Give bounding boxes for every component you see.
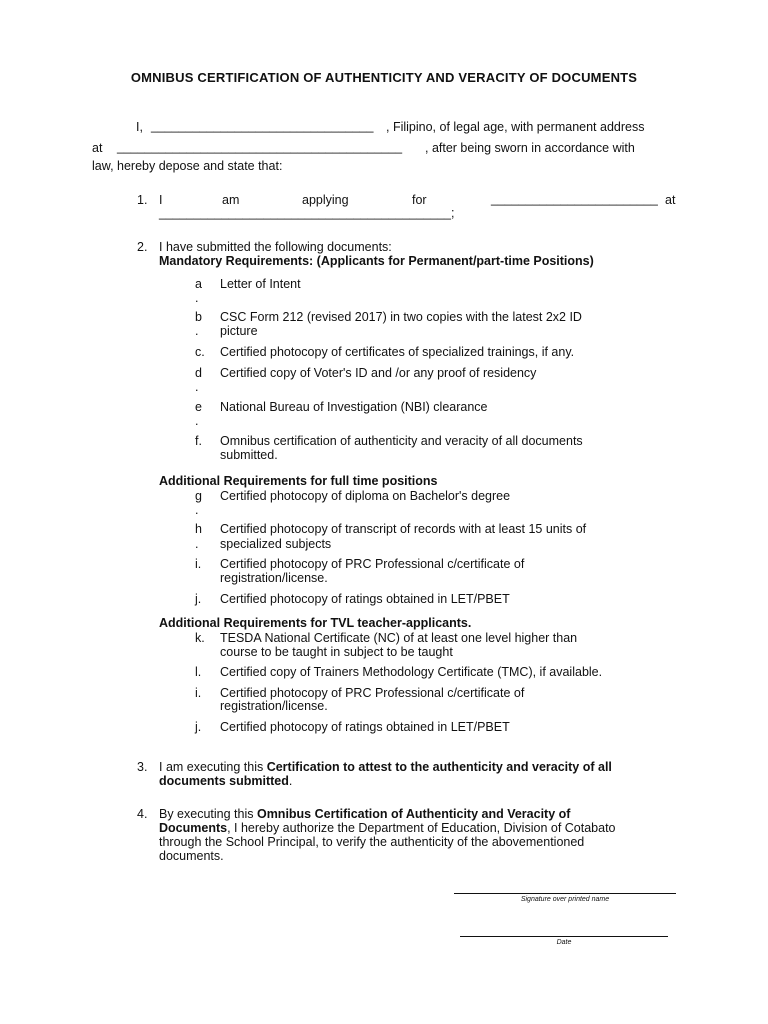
tvl-heading: Additional Requirements for TVL teacher-applicants. (159, 616, 472, 630)
date-caption: Date (556, 939, 572, 946)
list-item: Certified photocopy of ratings obtained in LET/PBET (220, 592, 510, 606)
item1-word: applying (302, 193, 349, 207)
name-blank[interactable]: ________________________________ (151, 119, 374, 133)
list-marker: j. (195, 592, 202, 606)
item3-bold-text: Certification to attest to the authenticity and veracity of all (266, 760, 612, 774)
item4-line2-rest: , I hereby authorize the Department of Education, Division of Cotabato (227, 821, 616, 835)
intro-at: at (92, 141, 103, 155)
item4-bold-documents: Documents (159, 821, 228, 835)
item3-bold-text-2: documents submitted (159, 774, 289, 788)
list-item: Certified photocopy of diploma on Bachelor's degree (220, 489, 511, 503)
item1-word: I (159, 193, 163, 207)
list-marker: e (195, 400, 202, 414)
mandatory-heading: Mandatory Requirements: (Applicants for Permanent/part-time Positions) (159, 254, 594, 268)
list-item: Certified photocopy of transcript of records with at least 15 units of (220, 522, 587, 536)
item4-normal-text: By executing this (159, 807, 257, 821)
school-blank[interactable]: __________________________________________; (159, 206, 455, 220)
list-item: Certified copy of Voter's ID and /or any proof of residency (220, 366, 537, 380)
list-marker: g (195, 489, 202, 503)
list-item: CSC Form 212 (revised 2017) in two copies with the latest 2x2 ID (220, 310, 582, 324)
list-marker: i. (195, 557, 202, 571)
intro-line1-rest: , Filipino, of legal age, with permanent address (386, 120, 645, 134)
date-line[interactable] (460, 936, 668, 937)
item3-end: . (288, 774, 293, 788)
list-marker: a (195, 277, 202, 291)
item3-line1 (159, 760, 612, 775)
list-item: Certified copy of Trainers Methodology Certificate (TMC), if available. (220, 665, 603, 679)
item1-number: 1. (137, 193, 148, 207)
item4-number: 4. (137, 807, 148, 821)
list-marker-dot: . (195, 503, 199, 517)
list-marker: c. (195, 345, 205, 359)
list-item-continuation: registration/license. (220, 699, 328, 713)
list-item-continuation: registration/license. (220, 571, 328, 585)
list-item-continuation: course to be taught in subject to be taught (220, 645, 453, 659)
list-marker: k. (195, 631, 205, 645)
list-item: Omnibus certification of authenticity and veracity of all documents (220, 434, 583, 448)
item1-word: for (412, 193, 427, 207)
intro-i: I, (136, 120, 143, 134)
item4-line1 (159, 807, 570, 822)
position-blank[interactable]: ________________________ (491, 192, 658, 206)
list-marker: i. (195, 686, 202, 700)
item4-line2 (159, 821, 616, 836)
list-item: Certified photocopy of ratings obtained in LET/PBET (220, 720, 510, 734)
list-marker-dot: . (195, 291, 199, 305)
item1-word: am (222, 193, 240, 207)
list-item: Letter of Intent (220, 277, 301, 291)
list-marker: d (195, 366, 202, 380)
list-item-continuation: submitted. (220, 448, 278, 462)
signature-caption: Signature over printed name (520, 896, 610, 903)
item2-lead: I have submitted the following documents: (159, 240, 392, 254)
list-item: Certified photocopy of PRC Professional c/certificate of (220, 557, 525, 571)
item2-number: 2. (137, 240, 148, 254)
list-marker: h (195, 522, 202, 536)
list-item: National Bureau of Investigation (NBI) clearance (220, 400, 488, 414)
document-title: OMNIBUS CERTIFICATION OF AUTHENTICITY AND VERACITY OF DOCUMENTS (130, 70, 638, 85)
fulltime-heading: Additional Requirements for full time positions (159, 474, 438, 488)
item4-bold-text: Omnibus Certification of Authenticity and Veracity of (256, 807, 571, 821)
intro-line3: law, hereby depose and state that: (92, 159, 283, 173)
list-marker-dot: . (195, 324, 199, 338)
item3-number: 3. (137, 760, 148, 774)
item4-line3: through the School Principal, to verify the authenticity of the abovementioned (159, 835, 585, 849)
address-blank[interactable]: _________________________________________ (117, 140, 403, 154)
item1-at: at (665, 193, 676, 207)
list-marker-dot: . (195, 537, 199, 551)
item4-line4: documents. (159, 849, 224, 863)
list-item: Certified photocopy of certificates of specialized trainings, if any. (220, 345, 575, 359)
list-item-continuation: picture (220, 324, 258, 338)
item3-normal-text: I am executing this (159, 760, 267, 774)
list-marker-dot: . (195, 380, 199, 394)
list-marker: b (195, 310, 202, 324)
list-item-continuation: specialized subjects (220, 537, 332, 551)
list-marker: f. (195, 434, 202, 448)
item3-line2 (159, 774, 292, 789)
list-marker-dot: . (195, 414, 199, 428)
signature-line[interactable] (454, 893, 676, 894)
list-marker: l. (195, 665, 202, 679)
intro-line2-rest: , after being sworn in accordance with (425, 141, 635, 155)
list-marker: j. (195, 720, 202, 734)
list-item: Certified photocopy of PRC Professional c/certificate of (220, 686, 525, 700)
list-item: TESDA National Certificate (NC) of at least one level higher than (220, 631, 578, 645)
